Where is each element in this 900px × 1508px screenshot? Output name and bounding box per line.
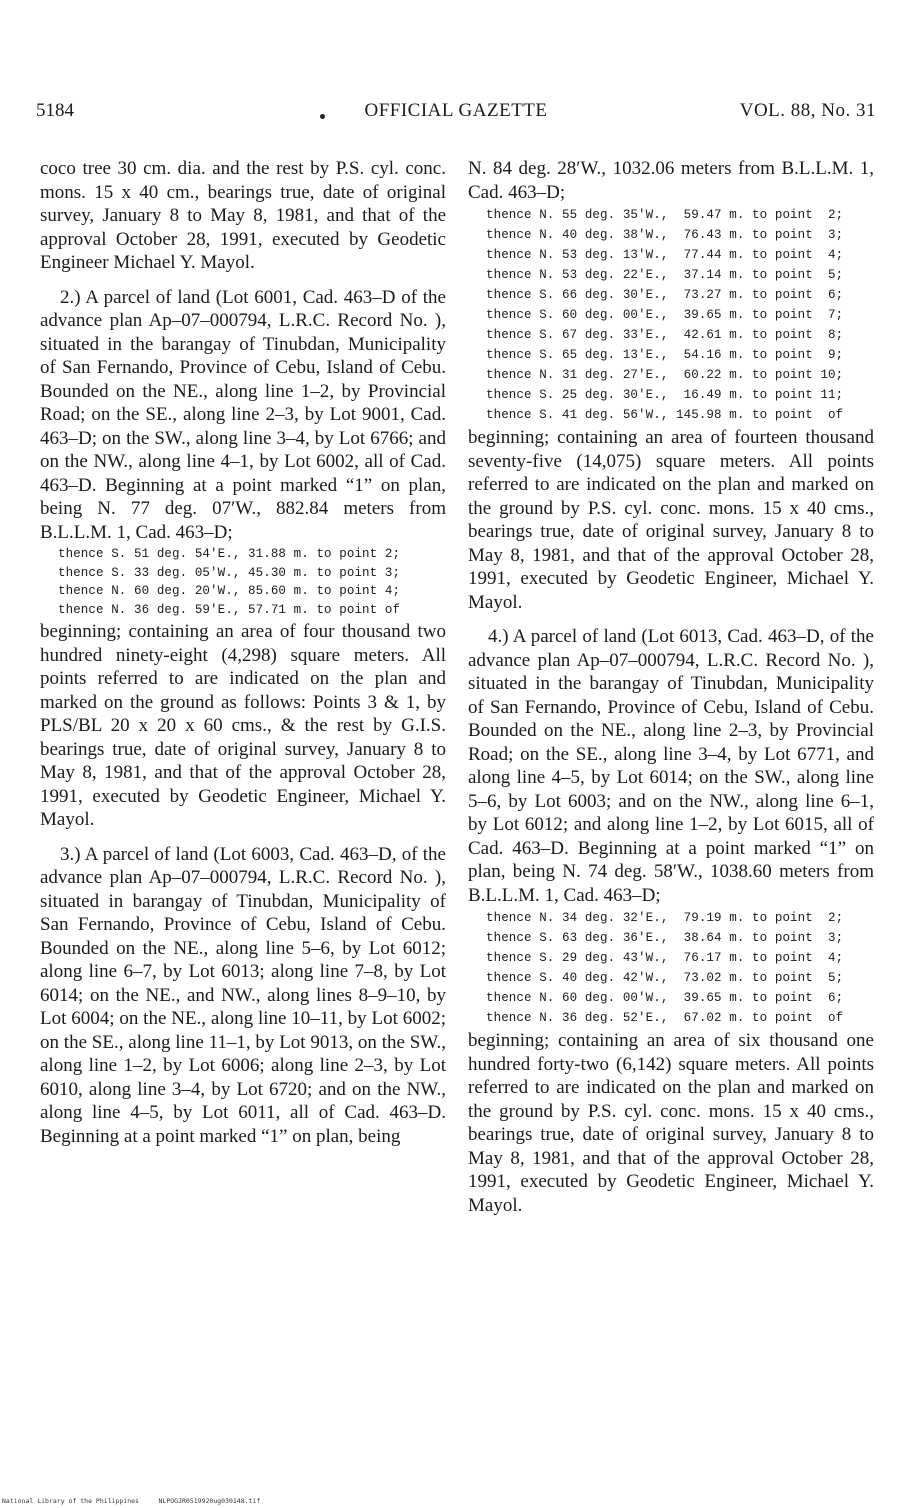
- paragraph: coco tree 30 cm. dia. and the rest by P.S. cyl. conc. mons. 15 x 40 cm., bearings true, date of original survey, January 8 to May 8, 1981, and that of the approval October 28, 1991, executed by Geodetic Engineer Michael Y. Mayol.: [40, 158, 446, 273]
- course-line: thence N. 40 deg. 38'W., 76.43 m. to point 3;: [486, 228, 844, 242]
- paragraph: 3.) A parcel of land (Lot 6003, Cad. 463–D, of the advance plan Ap–07–000794, L.R.C. Record No. ), situated in barangay of Tinubdan, Municipality of San Fernando, Province of Cebu, Island of Cebu. Bounded on the NE., along line 5–6, by Lot 6012; along line 6–7, by Lot 6013; along line 7–8, by Lot 6014; on the NE., and NW., along lines 8–9–10, by Lot 6004; on the NE., along line 10–11, by Lot 6002; on the SE., along line 11–1, by Lot 9013, on the SW., along line 1–2, by Lot 6006; along line 2–3, by Lot 6010, along line 3–4, by Lot 6720; and on the NW., along line 4–5, by Lot 6011, all of Cad. 463–D. Beginning at a point marked “1” on plan, being: [40, 843, 446, 1147]
- course-line: thence N. 60 deg. 00'W., 39.65 m. to point 6;: [486, 991, 844, 1005]
- course-line: thence S. 66 deg. 30'E., 73.27 m. to point 6;: [486, 288, 844, 302]
- scan-footer: National Library of the Philippines NLPOGJR0519920ug030148.tif: [2, 1497, 261, 1505]
- course-line: thence S. 63 deg. 36'E., 38.64 m. to point 3;: [486, 931, 844, 945]
- page-number: 5184: [36, 100, 74, 121]
- course-line: thence S. 25 deg. 30'E., 16.49 m. to point 11;: [486, 388, 844, 402]
- course-line: thence S. 29 deg. 43'W., 76.17 m. to point 4;: [486, 951, 844, 965]
- paragraph: N. 84 deg. 28′W., 1032.06 meters from B.L.L.M. 1, Cad. 463–D;: [468, 158, 874, 203]
- paragraph: 2.) A parcel of land (Lot 6001, Cad. 463–D of the advance plan Ap–07–000794, L.R.C. Record No. ), situated in the barangay of Tinubdan, Municipality of San Fernando, Province of Cebu, Island of Cebu. Bounded on the NE., along line 1–2, by Provincial Road; on the SE., along line 2–3, by Lot 9001, Cad. 463–D; on the SW., along line 3–4, by Lot 6766; and on the NW., along line 4–1, by Lot 6002, all of Cad. 463–D. Beginning at a point marked “1” on plan, being N. 77 deg. 07′W., 882.84 meters from B.L.L.M. 1, Cad. 463–D;: [40, 286, 446, 543]
- left-column: [40, 157, 446, 1148]
- course-line: thence S. 33 deg. 05'W., 45.30 m. to point 3;: [58, 565, 401, 580]
- course-line: thence S. 51 deg. 54'E., 31.88 m. to point 2;: [58, 547, 401, 561]
- course-line: thence N. 60 deg. 20'W., 85.60 m. to point 4;: [58, 584, 401, 598]
- course-line: thence N. 36 deg. 52'E., 67.02 m. to point of: [486, 1011, 844, 1025]
- course-line: thence S. 65 deg. 13'E., 54.16 m. to point 9;: [486, 348, 844, 362]
- course-line: thence S. 67 deg. 33'E., 42.61 m. to point 8;: [486, 328, 844, 342]
- course-line: thence S. 60 deg. 00'E., 39.65 m. to point 7;: [486, 308, 844, 322]
- survey-courses: [58, 545, 446, 619]
- survey-courses: [486, 908, 874, 1028]
- gazette-title: OFFICIAL GAZETTE: [364, 100, 548, 121]
- right-column: [468, 157, 874, 1217]
- course-line: thence N. 31 deg. 27'E., 60.22 m. to point 10;: [486, 368, 844, 382]
- course-line: thence S. 40 deg. 42'W., 73.02 m. to point 5;: [486, 971, 844, 985]
- survey-courses: [486, 205, 874, 425]
- paragraph: 4.) A parcel of land (Lot 6013, Cad. 463–D, of the advance plan Ap–07–000794, L.R.C. Record No. ), situated in the barangay of Tinubdan, Municipality of San Fernando, Province of Cebu, Island of Cebu. Bounded on the NE., along line 2–3, by Provincial Road; on the SE., along line 3–4, by Lot 6771, and along line 4–5, by Lot 6014; on the SW., along line 5–6, by Lot 6003; and on the NW., along line 6–1, by Lot 6012; and along line 1–2, by Lot 6015, all of Cad. 463–D. Beginning at a point marked “1” on plan, being N. 74 deg. 58′W., 1038.60 meters from B.L.L.M. 1, Cad. 463–D;: [468, 626, 874, 906]
- course-line: thence N. 34 deg. 32'E., 79.19 m. to point 2;: [486, 911, 844, 925]
- course-line: thence N. 36 deg. 59'E., 57.71 m. to point of: [58, 602, 401, 617]
- course-line: thence S. 41 deg. 56'W., 145.98 m. to point of: [486, 408, 844, 422]
- course-line: thence N. 53 deg. 22'E., 37.14 m. to point 5;: [486, 268, 844, 282]
- volume-number: VOL. 88, No. 31: [739, 100, 876, 121]
- course-line: thence N. 53 deg. 13'W., 77.44 m. to point 4;: [486, 248, 844, 262]
- paragraph: beginning; containing an area of four thousand two hundred ninety-eight (4,298) square meters. All points referred to are indicated on the plan and marked on the ground as follows: Points 3 & 1, by PLS/BL 20 x 20 x 60 cms., & the rest by G.I.S. bearings true, date of original survey, January 8 to May 8, 1981, and that of the approval October 28, 1991, executed by Geodetic Engineer, Michael Y. Mayol.: [40, 621, 446, 830]
- page-header: [36, 100, 876, 136]
- course-line: thence N. 55 deg. 35'W., 59.47 m. to point 2;: [486, 208, 844, 222]
- paragraph: beginning; containing an area of fourteen thousand seventy-five (14,075) square meters. All points referred to are indicated on the plan and marked on the ground by P.S. cyl. conc. mons. 15 x 40 cms., bearings true, date of original survey, January 8 to May 8, 1981, and that of the approval October 28, 1991, executed by Geodetic Engineer, Michael Y. Mayol.: [468, 427, 874, 613]
- paragraph: beginning; containing an area of six thousand one hundred forty-two (6,142) square meters. All points referred to are indicated on the plan and marked on the ground by P.S. cyl. conc. mons. 15 x 40 cms., bearings true, date of original survey, January 8 to May 8, 1981, and that of the approval October 28, 1991, executed by Geodetic Engineer, Michael Y. Mayol.: [468, 1030, 874, 1216]
